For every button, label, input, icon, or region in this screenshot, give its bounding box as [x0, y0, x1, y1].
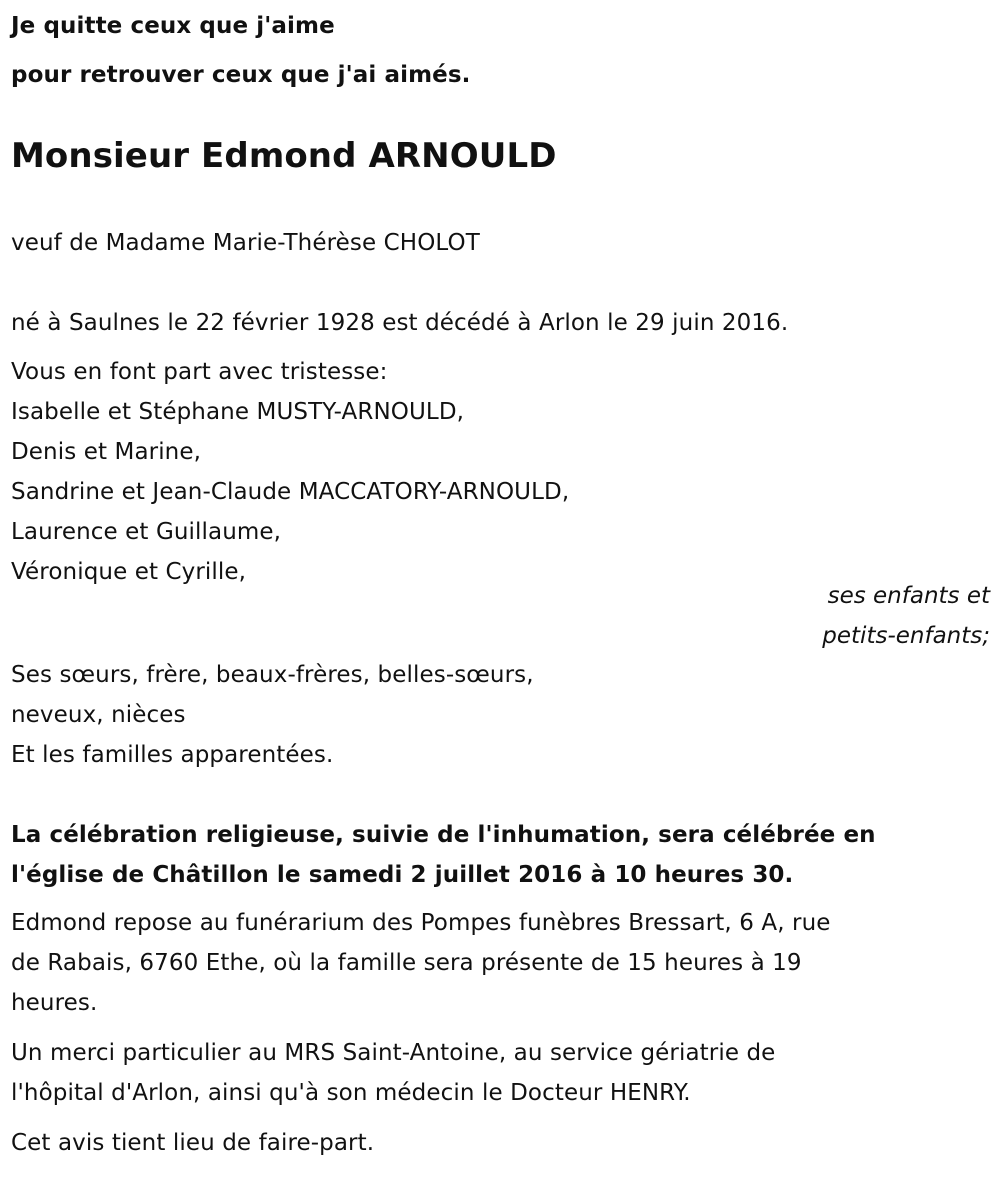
widower-of: veuf de Madame Marie-Thérèse CHOLOT: [11, 230, 480, 256]
epigraph-line-2: pour retrouver ceux que j'ai aimés.: [11, 62, 471, 88]
family-line: Ses sœurs, frère, beaux-frères, belles-sœurs,: [11, 662, 534, 688]
family-line: Et les familles apparentées.: [11, 742, 334, 768]
thanks-line-1: Un merci particulier au MRS Saint-Antoine, au service gériatrie de: [11, 1040, 776, 1066]
announcer-name: Laurence et Guillaume,: [11, 519, 282, 545]
announcer-name: Sandrine et Jean-Claude MACCATORY-ARNOULD,: [11, 479, 570, 505]
ceremony-line-1: La célébration religieuse, suivie de l'inhumation, sera célébrée en: [11, 822, 876, 848]
relation-line-2: petits-enfants;: [822, 623, 990, 649]
closing-line: Cet avis tient lieu de faire-part.: [11, 1130, 375, 1156]
ceremony-line-2: l'église de Châtillon le samedi 2 juillet 2016 à 10 heures 30.: [11, 862, 794, 888]
relation-line-1: ses enfants et: [827, 583, 990, 609]
birth-death: né à Saulnes le 22 février 1928 est décédé à Arlon le 29 juin 2016.: [11, 310, 789, 336]
repose-line-2: de Rabais, 6760 Ethe, où la famille sera présente de 15 heures à 19: [11, 950, 802, 976]
announcer-name: Isabelle et Stéphane MUSTY-ARNOULD,: [11, 399, 465, 425]
announcer-name: Véronique et Cyrille,: [11, 559, 247, 585]
repose-line-1: Edmond repose au funérarium des Pompes funèbres Bressart, 6 A, rue: [11, 910, 831, 936]
announcers-intro: Vous en font part avec tristesse:: [11, 359, 388, 385]
announcer-name: Denis et Marine,: [11, 439, 202, 465]
thanks-line-2: l'hôpital d'Arlon, ainsi qu'à son médecin le Docteur HENRY.: [11, 1080, 691, 1106]
repose-line-3: heures.: [11, 990, 98, 1016]
deceased-name: Monsieur Edmond ARNOULD: [11, 136, 557, 176]
family-line: neveux, nièces: [11, 702, 186, 728]
epigraph-line-1: Je quitte ceux que j'aime: [11, 13, 335, 39]
